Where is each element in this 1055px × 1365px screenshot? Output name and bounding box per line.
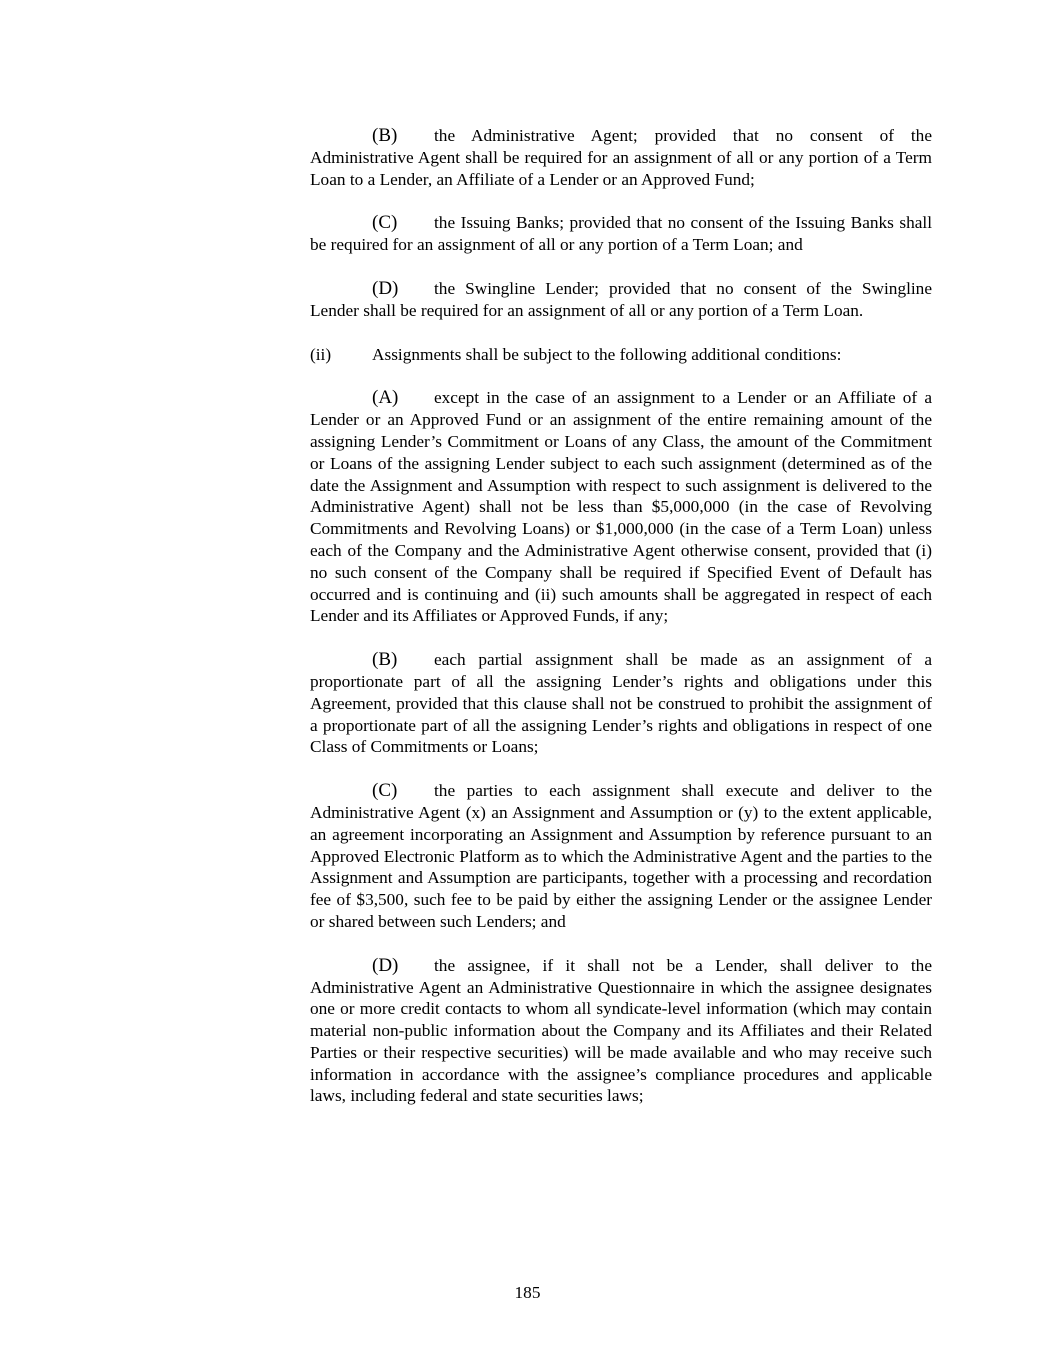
- clause-marker: (D): [372, 954, 399, 976]
- clause-text: the assignee, if it shall not be a Lender, shall deliver to the Administrative Agent an Administrative Questionnaire in which the assignee designates one or more credit contacts to whom all syndicate-level information (which may contain material non-public information about the Company and its Affiliates and their Related Parties or their respective securities) will be made available and who may receive such information in accordance with the assignee’s compliance procedures and applicable laws, including federal and state securities laws;: [310, 955, 932, 1106]
- page-number: 185: [514, 1283, 541, 1302]
- clause-b-partial-assignment: [310, 649, 932, 758]
- clause-text: the parties to each assignment shall execute and deliver to the Administrative Agent (x) an Assignment and Assumption or (y) to the extent applicable, an agreement incorporating an Assignment and Assumption by reference pursuant to an Approved Electronic Platform as to which the Administrative Agent and the parties to the Assignment and Assumption are participants, together with a processing and recordation fee of $3,500, such fee to be paid by either the assigning Lender or the assignee Lender or shared between such Lenders; and: [310, 781, 932, 931]
- document-body: [310, 125, 932, 1107]
- clause-d-questionnaire: [310, 955, 932, 1108]
- clause-marker: (A): [372, 387, 399, 409]
- clause-marker: (C): [372, 780, 398, 802]
- clause-c-issuing-banks: [310, 212, 932, 256]
- clause-text: except in the case of an assignment to a Lender or an Affiliate of a Lender or an Approved Fund or an assignment of the entire remaining amount of the assigning Lender’s Commitment or Loans of any Class, the amount of the Commitment or Loans of the assigning Lender subject to each such assignment (determined as of the date the Assignment and Assumption with respect to such assignment is delivered to the Administrative Agent) shall not be less than $5,000,000 (in the case of Revolving Commitments and Revolving Loans) or $1,000,000 (in the case of a Term Loan) unless each of the Company and the Administrative Agent otherwise consent, provided that (i) no such consent of the Company shall be required if Specified Event of Default has occurred and is continuing and (ii) such amounts shall be aggregated in respect of each Lender and its Affiliates or Approved Funds, if any;: [310, 388, 932, 626]
- clause-text: each partial assignment shall be made as an assignment of a proportionate part of all the assigning Lender’s rights and obligations under this Agreement, provided that this clause shall not be construed to prohibit the assignment of a proportionate part of all the assigning Lender’s rights and obligations in respect of one Class of Commitments or Loans;: [310, 650, 932, 757]
- clause-text: the Swingline Lender; provided that no consent of the Swingline Lender shall be required for an assignment of all or any portion of a Term Loan.: [310, 278, 932, 320]
- clause-marker: (C): [372, 212, 398, 234]
- clause-text: the Issuing Banks; provided that no consent of the Issuing Banks shall be required for an assignment of all or any portion of a Term Loan; and: [310, 213, 932, 255]
- clause-b-administrative-agent: [310, 125, 932, 190]
- clause-marker: (D): [372, 277, 399, 299]
- clause-marker: (B): [372, 125, 398, 146]
- clause-d-swingline-lender: [310, 278, 932, 322]
- clause-text: Assignments shall be subject to the following additional conditions:: [372, 344, 842, 364]
- clause-a-minimum-amount: [310, 387, 932, 627]
- clause-ii-conditions: [310, 344, 932, 366]
- clause-c-execute-deliver: [310, 780, 932, 933]
- clause-marker: (B): [372, 649, 398, 671]
- clause-text: the Administrative Agent; provided that no consent of the Administrative Agent shall be required for an assignment of all or any portion of a Term Loan to a Lender, an Affiliate of a Lender or an Approved Fund;: [310, 126, 932, 189]
- clause-marker: (ii): [310, 344, 332, 364]
